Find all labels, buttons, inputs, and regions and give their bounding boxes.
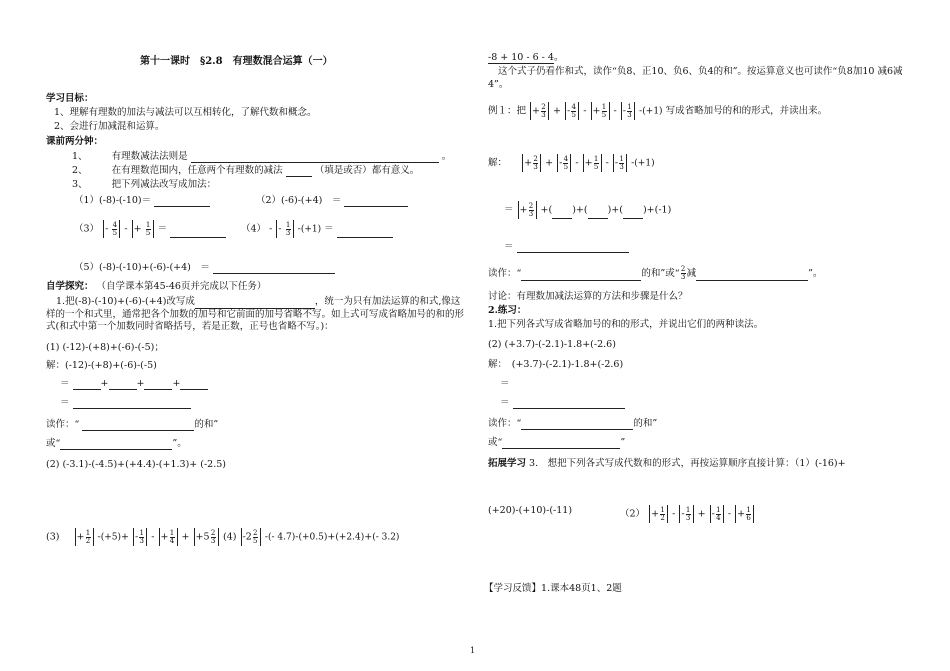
extension-2: （2） + $\frac{1}{2}$ - - $\frac{1}{3}$ + - $\frac{1}{4}$ - + $\frac{1}{6}$ — [620, 505, 755, 523]
answer-blank[interactable] — [344, 196, 408, 207]
discussion: 讨论：有理数加减法运算的方法和步骤是什么？ — [488, 291, 688, 302]
goals-heading: 学习目标： — [46, 93, 94, 104]
practice-heading: 2.练习： — [488, 305, 527, 316]
solution-line-3: ＝ — [504, 241, 629, 253]
answer-blank[interactable] — [144, 379, 172, 390]
page-title: 第十一课时 §2.8 有理数混合运算（一） — [140, 56, 333, 67]
warmup-2: 2、 在有理数范围内，任意两个有理数的减法 （填是或否）都有意义。 — [72, 165, 420, 176]
answer-blank[interactable] — [502, 438, 620, 449]
answer-blank[interactable] — [286, 166, 312, 177]
example-read-line: 读作：“ 的和”或“ $\frac{2}{3}$ 减 ”。 — [488, 265, 823, 281]
extension-line-2: (+20)-(+10)-(-11) — [488, 505, 573, 516]
answer-blank[interactable] — [521, 270, 641, 281]
warmup-1: 1、 有理数减法法则是 。 — [72, 151, 452, 162]
answer-blank[interactable] — [191, 152, 439, 163]
question-3: （3） - $\frac{4}{5}$ - + $\frac{1}{5}$ ＝ — [74, 220, 226, 238]
example-label: 例１：把 + $\frac{2}{3}$ + - $\frac{4}{5}$ - + $\frac{1}{5}$ - - $\frac{1}{3}$ -(+1) 写成省略加号的和的形式，并读出来。 — [488, 102, 828, 119]
answer-blank[interactable] — [517, 242, 629, 253]
answer-blank[interactable] — [73, 379, 101, 390]
practice-2: (2) (+3.7)-(-2.1)-1.8+(-2.6) — [488, 339, 616, 350]
goal-1: 1、理解有理数的加法与减法可以互相转化，了解代数和概念。 — [54, 107, 317, 118]
warmup-3: 3、 把下列减法改写成加法： — [72, 179, 217, 190]
top-expression: -8 + 10 - 6 - 4。 — [488, 52, 564, 63]
example-1-solution: 解：(-12)-(+8)+(-6)-(-5) — [46, 360, 157, 371]
page-number: 1 — [470, 646, 476, 655]
question-5: （5）(-8)-(-10)+(-6)-(+4) ＝ — [74, 262, 335, 274]
answer-blank[interactable] — [180, 379, 208, 390]
practice-2-step-1: ＝ — [500, 378, 510, 389]
answer-blank[interactable] — [195, 298, 315, 309]
example-4: (4) -2 $\frac{2}{5}$ -(- 4.7)-(+0.5)+(+2.4)+(- 3.2) — [223, 528, 400, 545]
explore-heading-line: 自学探究： （自学课本第45-46页并完成以下任务） — [46, 281, 267, 292]
question-2: （2）(-6)-(+4) ＝ — [256, 195, 408, 207]
answer-blank[interactable] — [623, 208, 643, 219]
answer-blank[interactable] — [513, 398, 625, 409]
practice-2-step-2: ＝ — [500, 397, 625, 409]
answer-blank[interactable] — [696, 270, 808, 281]
question-4: （4） - - $\frac{1}{3}$ -(+1) ＝ — [241, 220, 393, 238]
warmup-heading: 课前两分钟： — [46, 136, 104, 147]
example-1-step: ＝ + + + — [60, 378, 208, 390]
read-as-line: 读作：“ 的和” — [46, 419, 219, 430]
answer-blank[interactable] — [73, 398, 191, 409]
answer-blank[interactable] — [82, 420, 194, 431]
solution-line-2: ＝ + $\frac{2}{3}$ +( )+( )+( )+(-1) — [504, 201, 672, 218]
practice-2-solution: 解： (+3.7)-(-2.1)-1.8+(-2.6) — [488, 359, 624, 370]
answer-blank[interactable] — [170, 227, 226, 238]
reading-paragraph: 这个式子仍看作和式，读作“负8、正10、负6、负4的和”。按运算意义也可读作“负8加10 减6减4”。 — [488, 66, 903, 90]
answer-blank[interactable] — [588, 208, 608, 219]
goal-2: 2、会进行加减混和运算。 — [54, 121, 165, 132]
answer-blank[interactable] — [337, 227, 393, 238]
learning-feedback: 【学习反馈】1.课本48页1、2题 — [484, 583, 622, 594]
answer-blank[interactable] — [109, 379, 137, 390]
answer-blank[interactable] — [552, 208, 572, 219]
answer-blank[interactable] — [154, 196, 210, 207]
example-1: (1) (-12)-(+8)+(-6)-(-5)； — [46, 342, 164, 353]
solution-line-1: 解： + $\frac{2}{3}$ + - $\frac{4}{5}$ - + $\frac{1}{5}$ - - $\frac{1}{3}$ -(+1) — [488, 154, 655, 171]
example-3: (3) + $\frac{1}{2}$ -(+5)+ - $\frac{1}{3}$ - + $\frac{1}{4}$ + +5 $\frac{2}{3}$ — [46, 528, 220, 546]
answer-blank[interactable] — [60, 439, 172, 450]
practice-instruction: 1.把下列各式写成省略加号的和的形式，并说出它们的两种读法。 — [488, 319, 764, 330]
explore-paragraph: 1.把(-8)-(-10)+(-6)-(+4)改写成 ，统一为只有加法运算的和式,像这样的一个和式里，通常把各个加数的加号和它前面的加号省略不写。如上式可写成省略加号的和的形式(和式中第一个加数同时省略括号，若是正数，正号也省略不写。)： — [46, 296, 465, 333]
answer-blank[interactable] — [213, 263, 335, 274]
question-1: （1）(-8)-(-10)＝ — [74, 195, 210, 207]
practice-read-line: 读作：“ 的和” — [488, 418, 658, 429]
practice-or-line: 或“ ” — [488, 437, 626, 448]
or-read-line: 或“ ”。 — [46, 438, 187, 449]
example-1-result: ＝ — [60, 397, 191, 409]
answer-blank[interactable] — [521, 419, 633, 430]
extension-line: 拓展学习 3. 想把下列各式写成代数和的形式，再按运算顺序直接计算：（1）(-16)+ — [488, 458, 846, 469]
example-2: (2) (-3.1)-(-4.5)+(+4.4)-(+1.3)+ (-2.5) — [46, 459, 226, 470]
